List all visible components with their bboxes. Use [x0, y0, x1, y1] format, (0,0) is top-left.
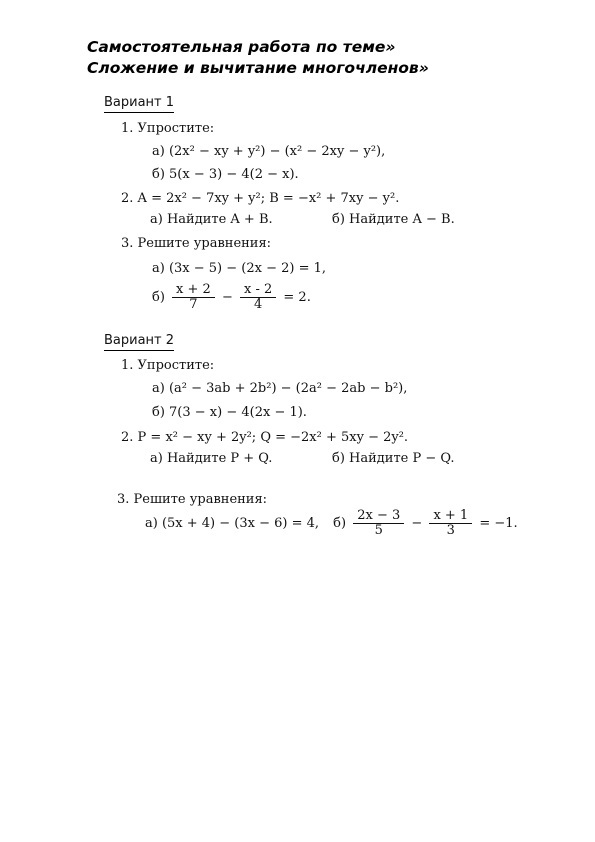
fraction-denominator: 3 [446, 523, 455, 538]
v1-task3-b-prefix: б) [152, 289, 165, 305]
v1-task3-a: а) (3x − 5) − (2x − 2) = 1, [152, 261, 327, 276]
v2-task3-a: а) (5x + 4) − (3x − 6) = 4, [145, 515, 320, 531]
v2-task2-number: 2. [121, 430, 134, 445]
v2-task3-label: 3. Решите уравнения: [117, 492, 268, 507]
v1-task3-b-rhs: = 2. [283, 289, 311, 305]
v2-task3-b-fraction-1 [353, 509, 404, 538]
v1-task2-a: а) Найдите A + B. [150, 212, 273, 227]
v2-task2-label [121, 430, 408, 446]
v2-task2-b: б) Найдите P − Q. [332, 451, 455, 466]
fraction-numerator: x + 1 [429, 509, 472, 524]
v1-task2-definition: A = 2x² − 7xy + y²; B = −x² + 7xy − y². [137, 191, 400, 206]
v1-task2-label [121, 191, 399, 207]
v1-task1-a: а) (2x² − xy + y²) − (x² − 2xy − y²), [152, 144, 386, 159]
v1-task2-number: 2. [121, 191, 134, 206]
fraction-denominator: 4 [253, 297, 263, 312]
v2-task2-a: а) Найдите P + Q. [150, 451, 273, 466]
minus-sign: − [221, 289, 233, 305]
v1-task3-b [152, 283, 311, 312]
v1-task3-b-fraction-1 [172, 283, 215, 312]
v1-task1-b: б) 5(x − 3) − 4(2 − x). [152, 167, 299, 182]
variant-2-heading: Вариант 2 [104, 333, 174, 351]
v2-task2-definition: P = x² − xy + 2y²; Q = −2x² + 5xy − 2y². [137, 430, 409, 445]
fraction-numerator: x + 2 [172, 283, 215, 298]
fraction-denominator: 5 [374, 523, 383, 538]
fraction-numerator: 2x − 3 [353, 509, 404, 524]
variant-1-heading: Вариант 1 [104, 95, 174, 113]
title-line-2: Сложение и вычитание многочленов» [87, 59, 429, 77]
v2-task3-b-rhs: = −1. [479, 515, 518, 531]
v2-task1-a: а) (a² − 3ab + 2b²) − (2a² − 2ab − b²), [152, 381, 408, 396]
v2-task1-label: 1. Упростите: [121, 358, 215, 373]
v2-task3-b-prefix: б) [333, 515, 347, 531]
fraction-denominator: 7 [189, 297, 198, 312]
minus-sign: − [411, 515, 423, 531]
v1-task1-label: 1. Упростите: [121, 121, 215, 136]
title-line-1: Самостоятельная работа по теме» [87, 38, 396, 56]
v1-task3-label: 3. Решите уравнения: [121, 236, 272, 251]
worksheet-title [87, 37, 557, 79]
v2-task3-b-fraction-2 [429, 509, 472, 538]
v2-task3-equations [145, 509, 518, 538]
v1-task3-b-fraction-2 [240, 283, 276, 312]
v1-task2-b: б) Найдите A − B. [332, 212, 455, 227]
v2-task1-b: б) 7(3 − x) − 4(2x − 1). [152, 405, 307, 420]
fraction-numerator: x - 2 [240, 283, 276, 298]
